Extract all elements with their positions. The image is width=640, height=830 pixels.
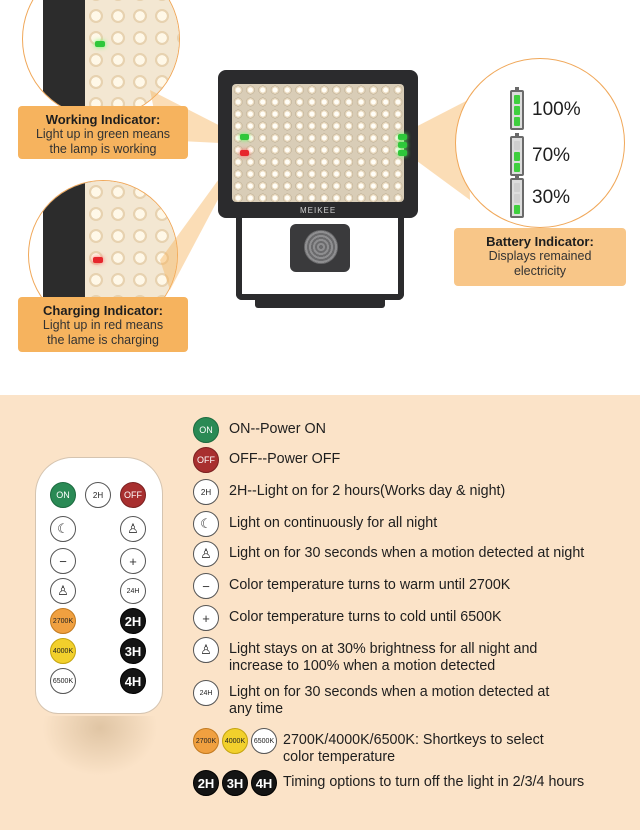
- callout-line: the lame is charging: [47, 333, 159, 347]
- charging-indicator-led: [240, 150, 249, 156]
- legend-line: increase to 100% when a motion detected: [229, 658, 496, 674]
- callout-line: the lamp is working: [49, 142, 157, 156]
- legend-item-dim: [193, 637, 537, 675]
- power-off-icon: OFF: [193, 447, 219, 473]
- cold-plus-icon: +: [193, 605, 219, 631]
- battery-percent: 70%: [532, 145, 571, 166]
- bracket-base: [255, 296, 385, 308]
- battery-bar: [514, 152, 520, 161]
- working-indicator-callout: [18, 106, 188, 159]
- legend-item-on: [193, 417, 326, 443]
- remote-warm-button[interactable]: [50, 548, 76, 574]
- remote-off-button[interactable]: OFF: [120, 482, 146, 508]
- legend-line: color temperature: [283, 749, 396, 765]
- warm-minus-icon: −: [59, 553, 67, 569]
- remote-control: [36, 458, 162, 713]
- remote-motion-button[interactable]: [120, 516, 146, 542]
- remote-on-button[interactable]: ON: [50, 482, 76, 508]
- legend-line: 2700K/4000K/6500K: Shortkeys to select: [283, 732, 544, 748]
- moon-icon: ☾: [193, 511, 219, 537]
- legend-item-warm: [193, 573, 510, 599]
- legend-text: [283, 728, 544, 766]
- remote-4h-button[interactable]: 4H: [120, 668, 146, 694]
- callout-line: Displays remained: [488, 249, 592, 263]
- remote-shadow: [42, 716, 158, 776]
- 3h-icon: 3H: [222, 770, 248, 796]
- battery-percent: 30%: [532, 187, 571, 208]
- remote-cold-button[interactable]: [120, 548, 146, 574]
- legend-line: any time: [229, 701, 284, 717]
- timer-2h-icon: 2H: [92, 490, 104, 500]
- legend-text: Light on for 30 seconds when a motion detected at night: [229, 545, 585, 561]
- battery-icon: [510, 178, 524, 218]
- remote-2h-button[interactable]: 2H: [120, 608, 146, 634]
- 4000k-icon: 4000K: [222, 728, 248, 754]
- callout-line: Light up in red means: [42, 318, 164, 332]
- working-indicator-led: [240, 134, 249, 140]
- legend-text: Color temperature turns to warm until 2700K: [229, 577, 511, 593]
- motion-24h-icon: 24H: [126, 587, 140, 595]
- battery-led-1: [398, 134, 407, 140]
- dim-motion-icon: ♙: [193, 637, 219, 663]
- legend-item-shortkeys: [193, 728, 544, 766]
- battery-led-2: [398, 142, 407, 148]
- dim-motion-icon: ♙: [57, 583, 69, 598]
- callout-title: Charging Indicator:: [43, 303, 163, 318]
- callout-line: Light up in green means: [35, 127, 171, 141]
- legend-text: Color temperature turns to cold until 6500K: [229, 609, 502, 625]
- battery-bar: [514, 183, 520, 192]
- battery-percent: 100%: [532, 99, 581, 120]
- product-illustration: [0, 0, 640, 395]
- battery-level-row: [510, 178, 570, 218]
- battery-level-row: [510, 90, 581, 130]
- legend-item-off: [193, 447, 340, 473]
- battery-bar: [514, 95, 520, 104]
- legend-line: Light on for 30 seconds when a motion detected at: [229, 684, 550, 700]
- cold-plus-icon: +: [129, 553, 137, 569]
- 6500k-icon: 6500K: [251, 728, 277, 754]
- battery-indicator-callout: [454, 228, 626, 286]
- legend-text: OFF--Power OFF: [229, 451, 341, 467]
- battery-icon: [510, 90, 524, 130]
- callout-title: Battery Indicator:: [486, 234, 594, 249]
- motion-sensor-icon: ♙: [127, 521, 139, 536]
- remote-6500k-button[interactable]: 6500K: [50, 668, 76, 694]
- remote-motion-24h-button[interactable]: [120, 578, 146, 604]
- legend-text: [229, 637, 537, 675]
- battery-level-row: [510, 136, 570, 176]
- battery-led-3: [398, 150, 407, 156]
- legend-item-motion: [193, 541, 584, 567]
- remote-dim-motion-button[interactable]: [50, 578, 76, 604]
- legend-text: ON--Power ON: [229, 421, 326, 437]
- legend-item-cold: [193, 605, 502, 631]
- remote-4000k-button[interactable]: 4000K: [50, 638, 76, 664]
- warm-minus-icon: −: [193, 573, 219, 599]
- battery-bar: [514, 141, 520, 150]
- timer-icons: [193, 770, 277, 796]
- remote-2h-sun-button[interactable]: [85, 482, 111, 508]
- battery-bar: [514, 205, 520, 214]
- legend-text: [229, 680, 549, 718]
- 2h-icon: 2H: [193, 770, 219, 796]
- battery-bar: [514, 194, 520, 203]
- legend-text: Timing options to turn off the light in 2/3/4 hours: [283, 774, 585, 790]
- legend-item-timing: [193, 770, 584, 796]
- legend-line: Light stays on at 30% brightness for all night and: [229, 641, 538, 657]
- legend-item-allnight: [193, 511, 437, 537]
- callout-line: electricity: [513, 264, 567, 278]
- pir-sensor-icon: [304, 230, 338, 264]
- power-on-icon: ON: [193, 417, 219, 443]
- battery-bar: [514, 117, 520, 126]
- remote-2700k-button[interactable]: 2700K: [50, 608, 76, 634]
- motion-24h-icon: 24H: [193, 680, 219, 706]
- brand-logo: MEIKEE: [300, 206, 337, 215]
- battery-bar: [514, 163, 520, 172]
- battery-bar: [514, 106, 520, 115]
- moon-icon: ☾: [57, 521, 69, 536]
- legend-text: Light on continuously for all night: [229, 515, 438, 531]
- motion-sensor-icon: ♙: [193, 541, 219, 567]
- legend-text: 2H--Light on for 2 hours(Works day & night): [229, 483, 506, 499]
- remote-3h-button[interactable]: 3H: [120, 638, 146, 664]
- remote-moon-button[interactable]: [50, 516, 76, 542]
- legend-item-motion-24h: [193, 680, 549, 718]
- callout-title: Working Indicator:: [45, 112, 161, 127]
- 2700k-icon: 2700K: [193, 728, 219, 754]
- timer-2h-icon: 2H: [193, 479, 219, 505]
- charging-indicator-callout: [18, 297, 188, 352]
- 4h-icon: 4H: [251, 770, 277, 796]
- legend-item-2h: [193, 479, 505, 505]
- battery-icon: [510, 136, 524, 176]
- led-panel: [232, 84, 404, 202]
- color-temp-icons: [193, 728, 277, 754]
